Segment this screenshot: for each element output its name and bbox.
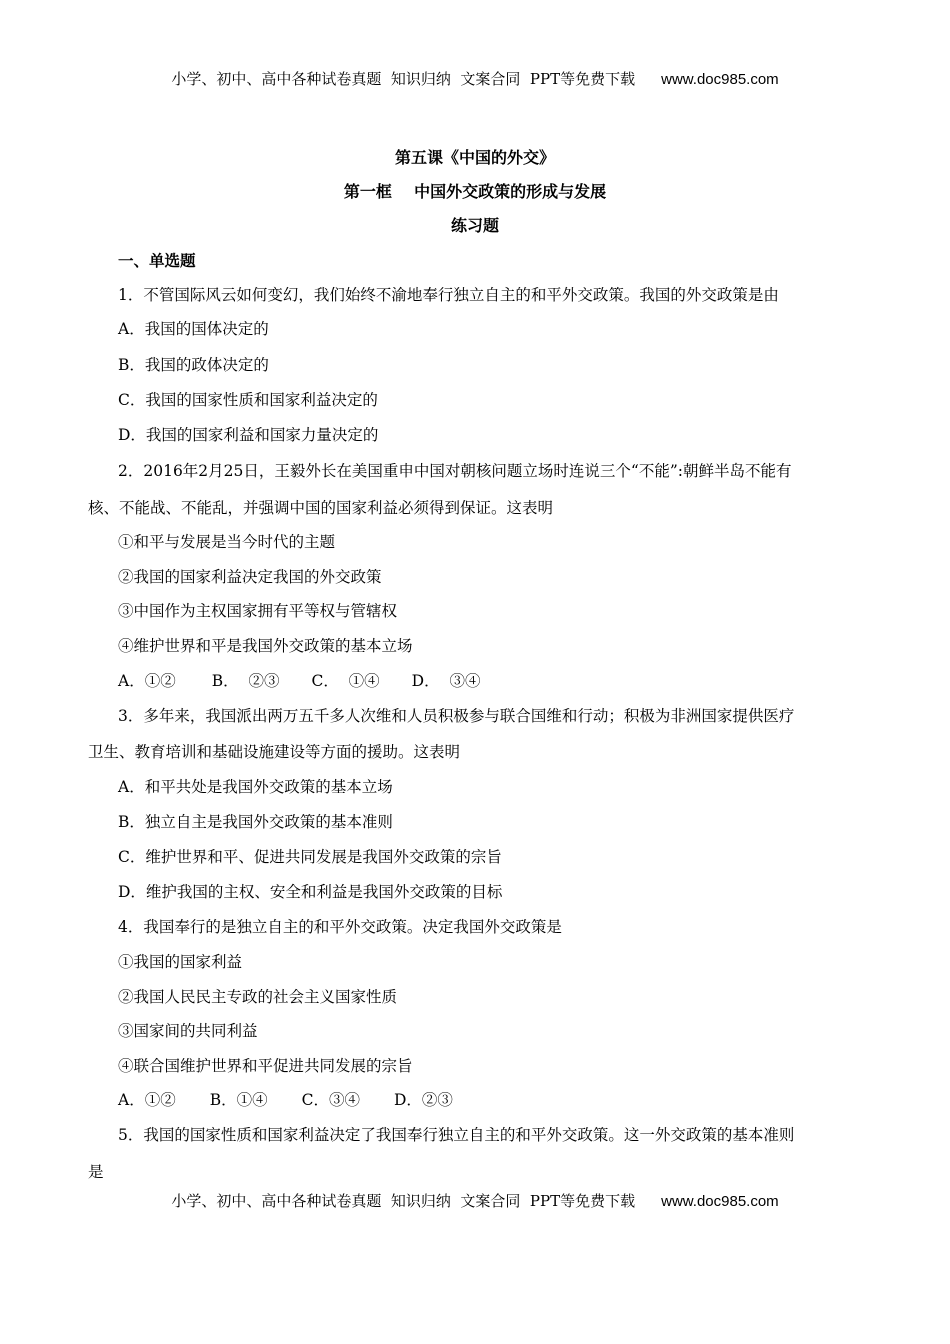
q2-statement-4: ④维护世界和平是我国外交政策的基本立场 <box>118 637 413 655</box>
q2-option-c: C． ①④ <box>311 672 380 690</box>
exercise-title: 练习题 <box>450 216 499 235</box>
q2-option-a: A．①② <box>118 672 176 690</box>
footer-url: www.doc985.com <box>661 1193 779 1210</box>
q2-statement-2: ②我国的国家利益决定我国的外交政策 <box>118 568 382 586</box>
q3-option-a: A．和平共处是我国外交政策的基本立场 <box>118 778 393 796</box>
header-text: 小学、初中、高中各种试卷真题 知识归纳 文案合同 PPT等免费下载 <box>171 70 636 88</box>
q4-option-d: D．②③ <box>393 1091 453 1109</box>
q3-option-c: C．维护世界和平、促进共同发展是我国外交政策的宗旨 <box>118 848 502 866</box>
q3-option-b: B．独立自主是我国外交政策的基本准则 <box>118 813 393 831</box>
q2-statement-3: ③中国作为主权国家拥有平等权与管辖权 <box>118 602 398 620</box>
q1-option-c: C．我国的国家性质和国家利益决定的 <box>118 391 378 409</box>
page-header <box>0 70 950 89</box>
q4-options <box>118 1090 453 1110</box>
q3-stem-line2: 卫生、教育培训和基础设施建设等方面的援助。这表明 <box>88 743 461 761</box>
q2-stem-line2: 核、不能战、不能乱，并强调中国的国家利益必须得到保证。这表明 <box>88 499 554 517</box>
q1-stem: 1．不管国际风云如何变幻，我们始终不渝地奉行独立自主的和平外交政策。我国的外交政策是由 <box>118 286 779 304</box>
q5-stem-line1: 5．我国的国家性质和国家利益决定了我国奉行独立自主的和平外交政策。这一外交政策的基本准则 <box>118 1126 795 1144</box>
q3-stem-line1: 3．多年来，我国派出两万五千多人次维和人员积极参与联合国维和行动；积极为非洲国家提供医疗 <box>118 707 795 725</box>
q2-option-d: D． ③④ <box>411 672 481 690</box>
q4-option-c: C．③④ <box>301 1091 360 1109</box>
q1-option-a: A．我国的国体决定的 <box>118 320 269 338</box>
frame-title: 第一框 中国外交政策的形成与发展 <box>343 182 607 201</box>
section-heading: 一、单选题 <box>118 251 196 270</box>
q4-statement-3: ③国家间的共同利益 <box>118 1022 258 1040</box>
q2-options <box>118 671 480 691</box>
header-url: www.doc985.com <box>661 71 779 88</box>
q5-stem-line2: 是 <box>88 1163 104 1181</box>
q3-option-d: D．维护我国的主权、安全和利益是我国外交政策的目标 <box>118 883 503 901</box>
lesson-title: 第五课《中国的外交》 <box>394 148 555 167</box>
q2-stem-line1: 2．2016年2月25日，王毅外长在美国重申中国对朝核问题立场时连说三个“不能”:朝鲜半岛不能有 <box>118 462 792 480</box>
q4-stem: 4．我国奉行的是独立自主的和平外交政策。决定我国外交政策是 <box>118 918 562 936</box>
q4-option-b: B．①④ <box>209 1091 268 1109</box>
page-footer <box>0 1192 950 1211</box>
q4-statement-2: ②我国人民民主专政的社会主义国家性质 <box>118 988 398 1006</box>
q1-option-b: B．我国的政体决定的 <box>118 356 269 374</box>
q1-option-d: D．我国的国家利益和国家力量决定的 <box>118 426 379 444</box>
footer-text: 小学、初中、高中各种试卷真题 知识归纳 文案合同 PPT等免费下载 <box>171 1192 636 1210</box>
q4-option-a: A．①② <box>118 1091 176 1109</box>
q4-statement-1: ①我国的国家利益 <box>118 953 243 971</box>
q2-option-b: B． ②③ <box>211 672 280 690</box>
q4-statement-4: ④联合国维护世界和平促进共同发展的宗旨 <box>118 1057 413 1075</box>
q2-statement-1: ①和平与发展是当今时代的主题 <box>118 533 336 551</box>
